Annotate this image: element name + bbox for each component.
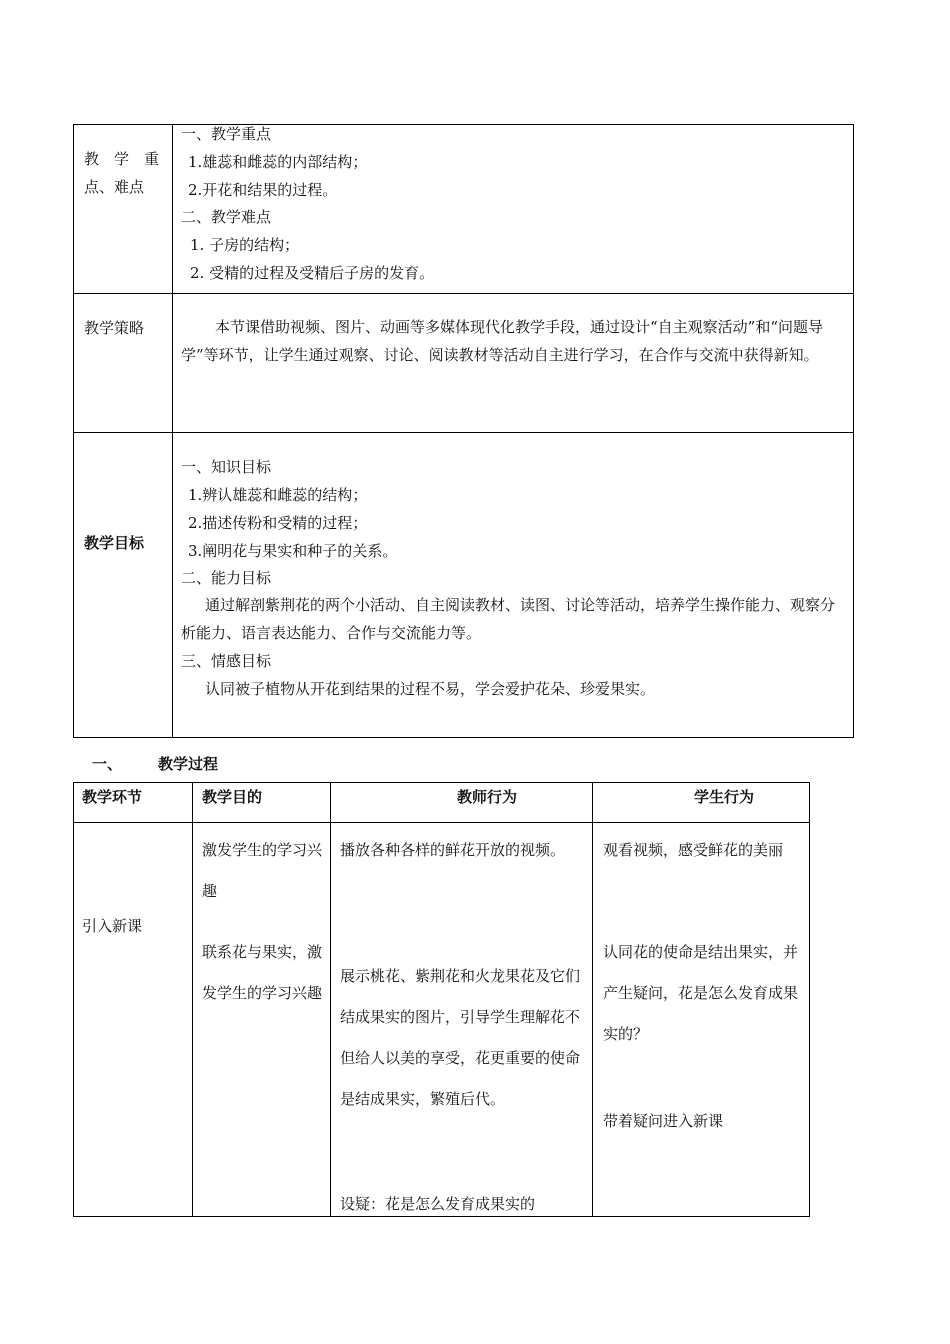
column-header: 教学目的 xyxy=(202,788,263,806)
teacher-text: 展示桃花、紫荆花和火龙果花及它们结成果实的图片，引导学生理解花不但给人以美的享受，花更重要的使命是结成果实，繁殖后代。 xyxy=(340,967,581,1108)
purpose-text: 联系花与果实，激发学生的学习兴趣 xyxy=(202,943,323,1002)
row-label: 教学目标 xyxy=(84,534,145,552)
stage-cell: 引入新课 xyxy=(82,917,143,935)
list-item: 1. 子房的结构； xyxy=(190,236,300,254)
table-border xyxy=(73,1216,810,1217)
table-border xyxy=(172,124,173,738)
heading-difficulties: 二、教学难点 xyxy=(181,208,272,226)
student-text: 带着疑问进入新课 xyxy=(603,1112,724,1130)
student-text: 认同花的使命是结出果实，并产生疑问，花是怎么发育成果实的？ xyxy=(603,943,799,1043)
table-border xyxy=(853,124,854,738)
teacher-text: 设疑：花是怎么发育成果实的 xyxy=(340,1195,536,1213)
column-header: 教师行为 xyxy=(457,788,518,806)
emotion-text: 认同被子植物从开花到结果的过程不易，学会爱护花朵、珍爱果实。 xyxy=(205,680,656,698)
table-border xyxy=(592,782,593,1217)
list-item: 1.辨认雄蕊和雌蕊的结构； xyxy=(188,486,368,504)
column-header: 学生行为 xyxy=(694,788,755,806)
ability-text: 通过解剖紫荆花的两个小活动、自主阅读教材、读图、讨论等活动，培养学生操作能力、观察分析能力、语言表达能力、合作与交流能力等。 xyxy=(181,596,836,642)
section-title: 教学过程 xyxy=(158,755,219,773)
table-border xyxy=(73,293,854,294)
table-border xyxy=(192,782,193,1217)
heading-key-points: 一、教学重点 xyxy=(181,125,272,143)
list-item: 2. 受精的过程及受精后子房的发育。 xyxy=(190,264,435,282)
list-item: 3.阐明花与果实和种子的关系。 xyxy=(188,542,398,560)
table-border xyxy=(73,782,810,783)
heading-emotion: 三、情感目标 xyxy=(181,652,272,670)
purpose-text: 激发学生的学习兴趣 xyxy=(202,841,323,900)
table-border xyxy=(73,782,74,1217)
table-border xyxy=(73,432,854,433)
table-border xyxy=(809,782,810,1217)
section-number: 一、 xyxy=(92,755,123,773)
table-border xyxy=(73,822,810,823)
list-item: 2.开花和结果的过程。 xyxy=(188,181,338,199)
table-border xyxy=(330,782,331,1217)
teacher-text: 播放各种各样的鲜花开放的视频。 xyxy=(340,841,566,859)
table-border xyxy=(73,124,74,738)
row-label: 点、难点 xyxy=(84,178,145,196)
list-item: 2.描述传粉和受精的过程； xyxy=(188,514,368,532)
row-label: 教 学 重 xyxy=(84,150,160,168)
column-header: 教学环节 xyxy=(82,788,143,806)
heading-ability: 二、能力目标 xyxy=(181,569,272,587)
heading-knowledge: 一、知识目标 xyxy=(181,458,272,476)
student-text: 观看视频，感受鲜花的美丽 xyxy=(603,841,784,859)
strategy-text: 本节课借助视频、图片、动画等多媒体现代化教学手段，通过设计“自主观察活动”和“问题导学”等环节，让学生通过观察、讨论、阅读教材等活动自主进行学习，在合作与交流中获得新知。 xyxy=(181,318,824,364)
row-label: 教学策略 xyxy=(84,319,145,337)
table-border xyxy=(73,737,854,738)
list-item: 1.雄蕊和雌蕊的内部结构； xyxy=(188,153,368,171)
